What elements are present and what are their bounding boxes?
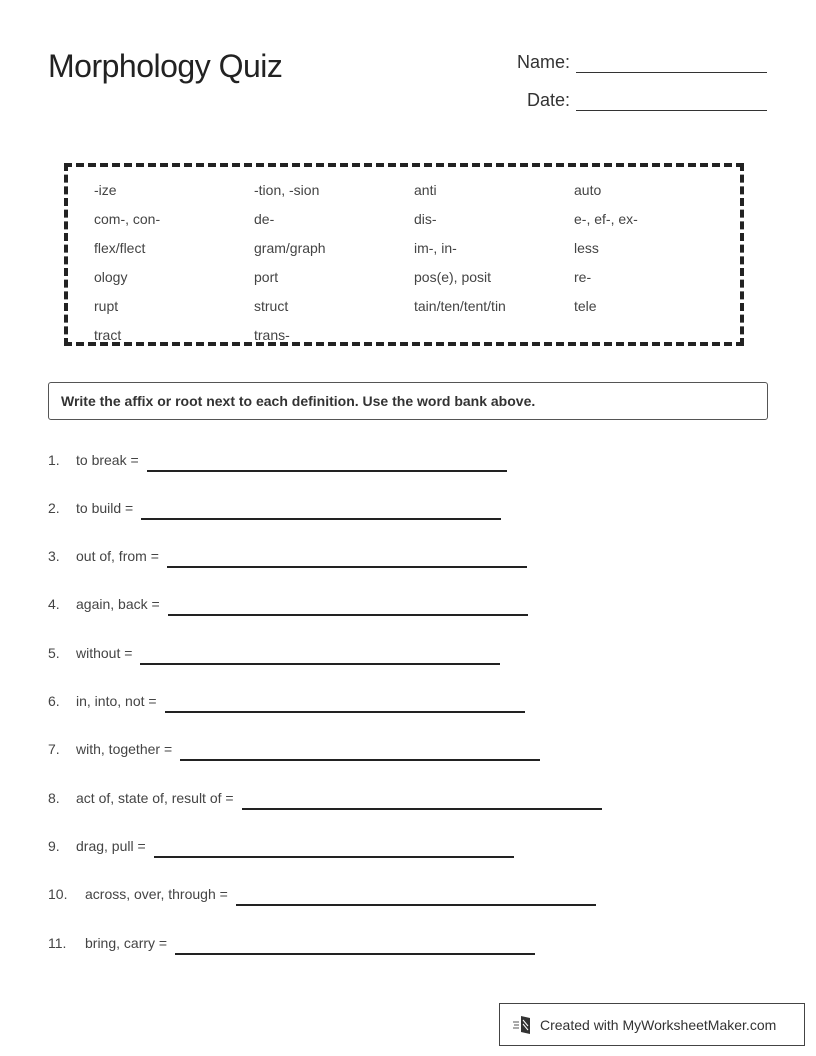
answer-line[interactable] [236,890,596,906]
question-number: 8. [48,790,60,806]
word-bank-item: tract [94,327,122,343]
question-row [48,500,501,516]
date-label: Date: [526,90,570,110]
question-row [48,741,540,757]
name-input-line[interactable] [576,52,767,73]
question-text: drag, pull = [76,838,146,854]
question-text: to build = [76,500,134,516]
question-number: 6. [48,693,60,709]
word-bank-item: gram/graph [254,240,326,256]
question-text: out of, from = [76,548,159,564]
question-text: act of, state of, result of = [76,790,234,806]
question-row [48,838,514,854]
word-bank-item: ology [94,269,128,285]
word-bank-item: less [574,240,599,256]
word-bank-item: im-, in- [414,240,457,256]
word-bank-item: struct [254,298,289,314]
answer-line[interactable] [141,504,501,520]
question-text: again, back = [76,596,160,612]
question-row [48,935,535,951]
worksheet-maker-logo-icon [512,1014,534,1036]
question-number: 9. [48,838,60,854]
instructions-box [48,382,768,420]
question-number: 5. [48,645,60,661]
name-label: Name: [516,52,570,72]
word-bank-item: auto [574,182,602,198]
word-bank-item: -ize [94,182,117,198]
question-text: bring, carry = [85,935,168,951]
word-bank-item: tele [574,298,597,314]
answer-line[interactable] [147,456,507,472]
question-text: with, together = [76,741,173,757]
word-bank-item: tain/ten/tent/tin [414,298,506,314]
question-row [48,548,527,564]
word-bank-item: re- [574,269,592,285]
instructions-text: Write the affix or root next to each definition. Use the word bank above. [61,393,536,409]
question-row [48,790,602,806]
question-number: 7. [48,741,60,757]
footer-text: Created with MyWorksheetMaker.com [540,1016,777,1033]
word-bank-grid [94,177,734,351]
answer-line[interactable] [168,600,528,616]
word-bank-item: e-, ef-, ex- [574,211,638,227]
question-text: without = [76,645,133,661]
answer-line[interactable] [242,794,602,810]
date-field[interactable] [500,90,767,111]
word-bank-item [574,322,734,351]
name-field[interactable] [500,52,767,73]
answer-line[interactable] [180,745,540,761]
word-bank-item: -tion, -sion [254,182,320,198]
question-text: in, into, not = [76,693,157,709]
question-number: 11. [48,935,67,951]
answer-line[interactable] [154,842,514,858]
word-bank-item: trans- [254,327,290,343]
question-row [48,886,596,902]
answer-line[interactable] [140,649,500,665]
word-bank-item: anti [414,182,437,198]
question-row [48,596,528,612]
word-bank-item: rupt [94,298,119,314]
question-number: 1. [48,452,60,468]
question-row [48,645,500,661]
date-input-line[interactable] [576,90,767,111]
question-row [48,693,525,709]
answer-line[interactable] [175,939,535,955]
question-number: 4. [48,596,60,612]
answer-line[interactable] [165,697,525,713]
question-text: to break = [76,452,139,468]
word-bank-item: port [254,269,279,285]
word-bank-item: pos(e), posit [414,269,492,285]
question-number: 3. [48,548,60,564]
footer-badge[interactable] [499,1003,805,1046]
word-bank-item [414,322,574,351]
question-number: 10. [48,886,68,902]
page-title: Morphology Quiz [48,48,283,84]
word-bank-item: com-, con- [94,211,161,227]
answer-line[interactable] [167,552,527,568]
word-bank-item: de- [254,211,275,227]
question-text: across, over, through = [85,886,228,902]
word-bank [64,163,744,346]
question-number: 2. [48,500,60,516]
word-bank-item: flex/flect [94,240,146,256]
question-row [48,452,507,468]
word-bank-item: dis- [414,211,437,227]
